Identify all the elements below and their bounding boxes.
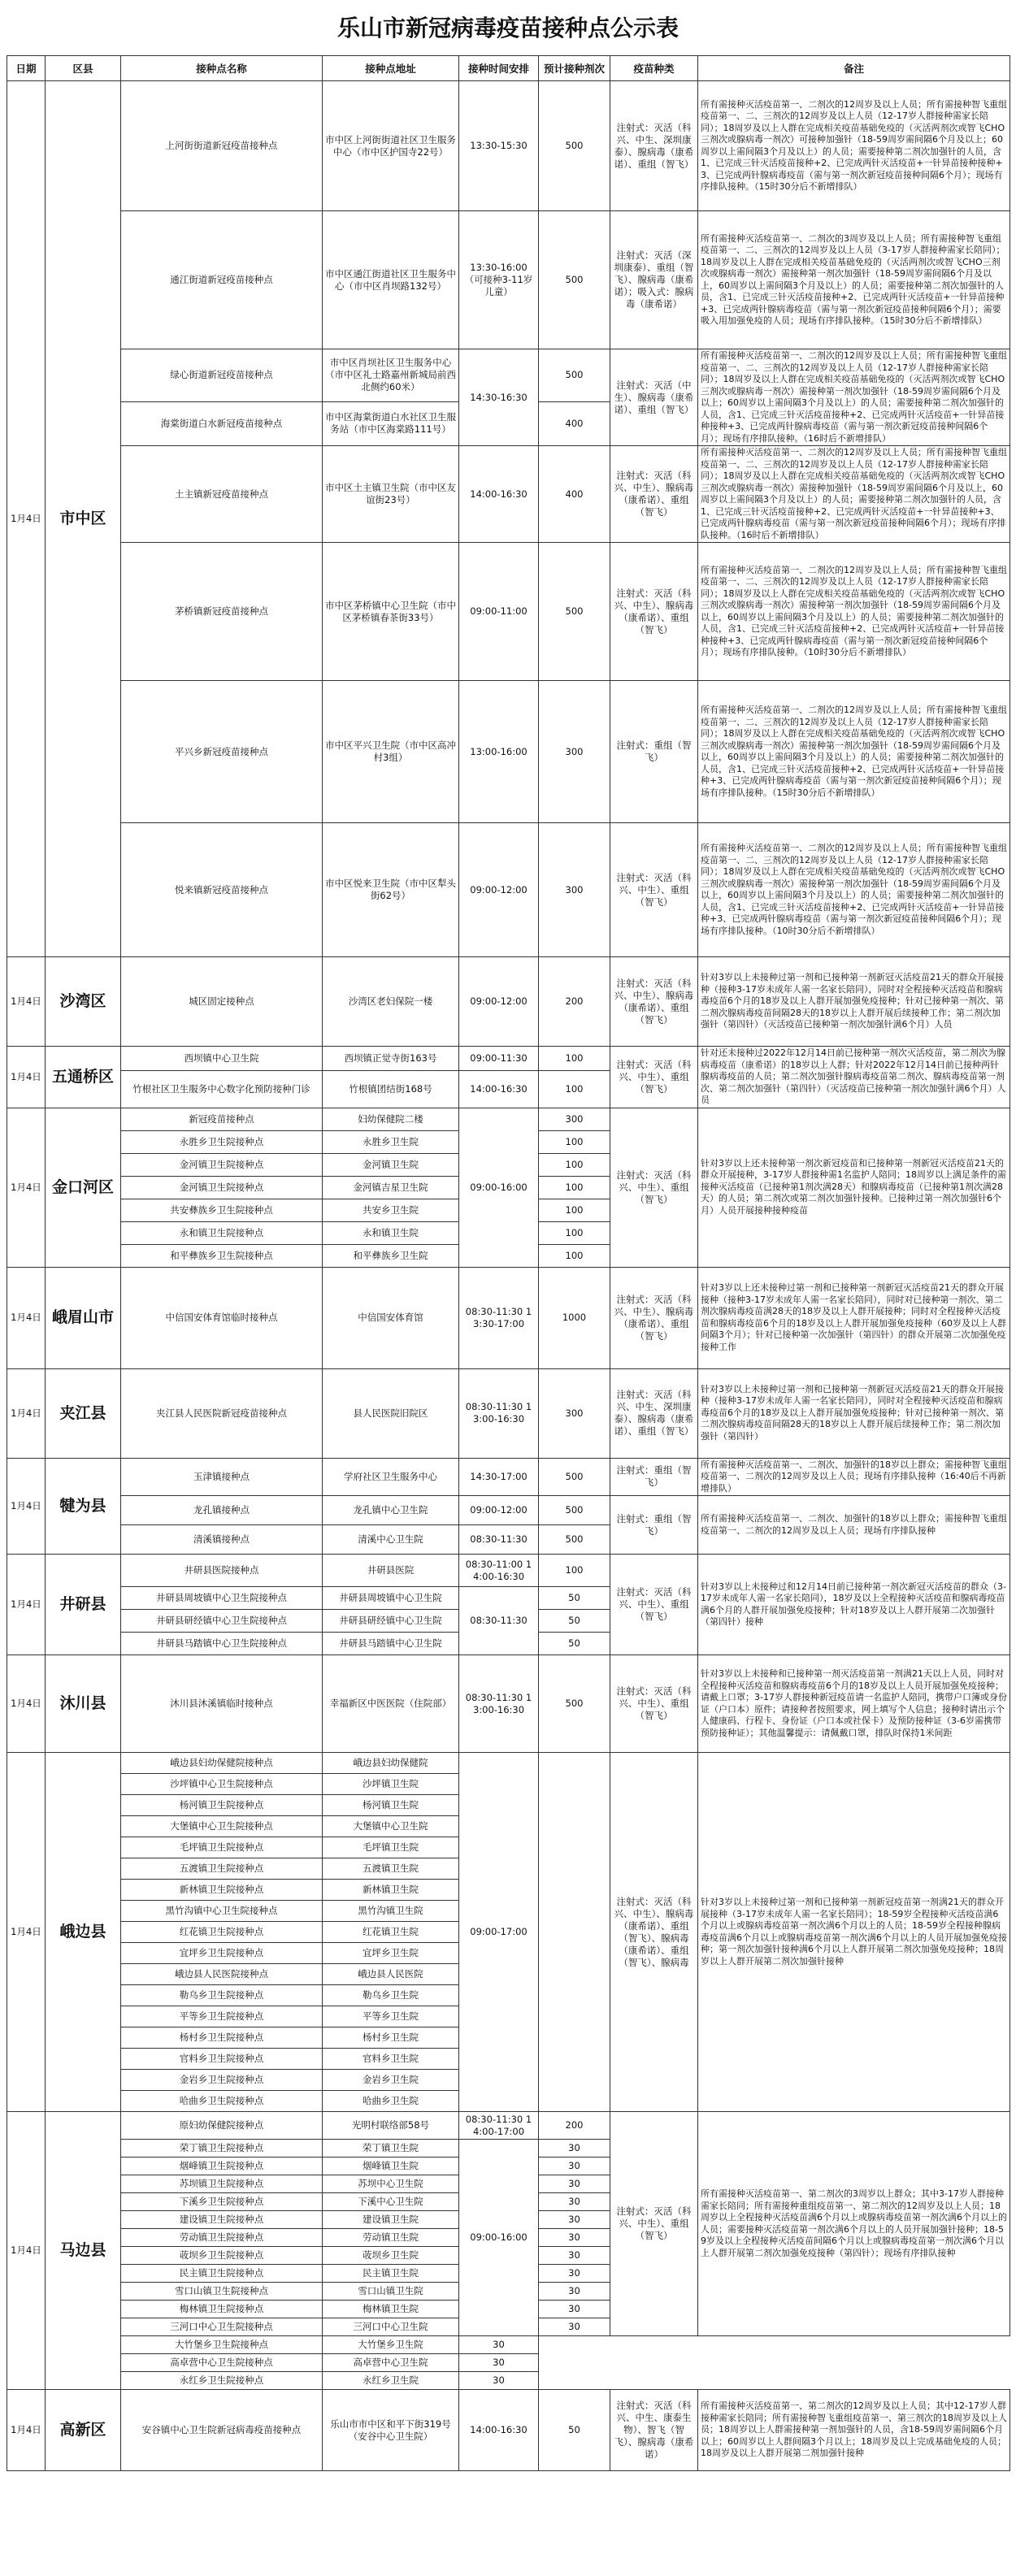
site-name-cell: 平等乡卫生院接种点 — [121, 2006, 323, 2027]
vaccine-type-cell: 注射式：灭活（科兴、中生）、重组（智飞） — [610, 823, 698, 957]
site-name-cell: 苏坝镇卫生院接种点 — [121, 2175, 323, 2193]
dose-count-cell: 30 — [459, 2336, 539, 2354]
dose-count-cell: 500 — [539, 1458, 610, 1496]
schedule-cell: 08:30-11:30 — [459, 1525, 539, 1555]
site-name-cell: 上河街街道新冠疫苗接种点 — [121, 81, 323, 211]
site-name-cell: 竹根社区卫生服务中心数字化预防接种门诊 — [121, 1071, 323, 1108]
county-cell: 金口河区 — [46, 1108, 121, 1267]
site-name-cell: 永胜乡卫生院接种点 — [121, 1130, 323, 1153]
vaccine-type-cell: 注射式：灭活（科兴、中生）、重组（智飞） — [610, 1655, 698, 1753]
site-name-cell: 杨村乡卫生院接种点 — [121, 2027, 323, 2049]
date-cell: 1月4日 — [7, 1458, 46, 1555]
notes-cell: 针对3岁以上未接种过和12月14日前已接种第一剂次新冠灭活疫苗的群众（3-17岁未成年人需一名家长陪同），18岁及以上全程接种灭活疫苗和腺病毒疫苗满6个月的人群开展加强免疫接种；针对18岁及以上人群开展第二次加强针（第四针）接种 — [698, 1555, 1010, 1655]
dose-count-cell: 500 — [539, 1496, 610, 1525]
site-name-cell: 荍坝乡卫生院接种点 — [121, 2247, 323, 2265]
site-name-cell: 建设镇卫生院接种点 — [121, 2211, 323, 2229]
site-name-cell: 井研县周坡镇中心卫生院接种点 — [121, 1587, 323, 1610]
date-cell: 1月4日 — [7, 1753, 46, 2112]
site-address-cell: 下溪中心卫生院 — [323, 2193, 459, 2211]
dose-count-cell: 30 — [539, 2301, 610, 2318]
site-name-cell: 永和镇卫生院接种点 — [121, 1221, 323, 1244]
site-name-cell: 峨边县妇幼保健院接种点 — [121, 1753, 323, 1774]
site-name-cell: 大堡镇中心卫生院接种点 — [121, 1816, 323, 1837]
date-cell: 1月4日 — [7, 2390, 46, 2471]
dose-count-cell: 500 — [539, 211, 610, 349]
notes-cell: 针对3岁以上未接种过第一剂和已接种第一剂新冠疫苗第一剂满21天的群众开展接种（3-17岁未成年人需一名家长陪同）；18-59岁全程接种灭活疫苗满6个月以上或腺病毒疫苗第一剂次满6个月以上的人员；18-59岁全程接种腺病毒疫苗满6个月以上或腺病毒疫苗第一剂次满6个月以上的人员开展加强免疫接种；第一剂次加强针接种满6个月以上人群开展第二剂次加强免疫接种；18周岁以上人群开展第二剂次加强针接种 — [698, 1753, 1010, 2112]
site-name-cell: 峨边县人民医院接种点 — [121, 1964, 323, 1985]
dose-count-cell: 100 — [539, 1555, 610, 1587]
date-cell: 1月4日 — [7, 1047, 46, 1108]
site-address-cell: 龙孔镇中心卫生院 — [323, 1496, 459, 1525]
site-address-cell: 井研县周坡镇中心卫生院 — [323, 1587, 459, 1610]
site-address-cell: 民主镇卫生院 — [323, 2265, 459, 2283]
dose-count-cell: 400 — [539, 446, 610, 543]
notes-cell: 针对3岁以上未接种过第一剂和已接种第一剂新冠灭活疫苗21天的群众开展接种（接种3-17岁未成年人需一名家长陪同），同时对全程接种灭活疫苗和腺病毒疫苗6个月的18岁及以上人群开展加强免疫接种；针对已接种第一剂次、第二剂次腺病毒疫苗间隔28天的18岁以上人群开展后续接种工作；第二剂次加强针（第四针） — [698, 1368, 1010, 1458]
site-address-cell: 光明村联络部58号 — [323, 2112, 459, 2140]
dose-count-cell: 100 — [539, 1130, 610, 1153]
notes-cell: 针对3岁以上未接种和已接种第一剂灭活疫苗第一剂满21天以上人员，同时对全程接种灭活疫苗和腺病毒疫苗6个月的18岁及以上人员开展加强免疫接种；请戴上口罩；3-17岁人群接种新冠疫苗请一名监护人陪同，携带户口簿或身份证（户口本）原件；请接种者按照要求，网上填写个人信息；接种时请出示个人健康码、行程卡、身份证（户口本或社保卡）及预防接种证（3-6岁需携带预防接种证）；其他温馨提示：请佩戴口罩，排队时保持1米间距 — [698, 1655, 1010, 1753]
header-site-name: 接种点名称 — [121, 56, 323, 81]
site-name-cell: 平兴乡新冠疫苗接种点 — [121, 681, 323, 823]
table-row — [7, 543, 1010, 681]
table-row — [7, 2336, 1010, 2354]
site-address-cell: 市中区上河街街道社区卫生服务中心（市中区护国寺22号） — [323, 81, 459, 211]
notes-cell: 所有需接种灭活疫苗第一、第二剂次的12周岁及以上人员；其中12-17岁人群接种需家长陪同；所有需接种智飞重组疫苗第一、第三剂次的18周岁及以上人员；18周岁以上人群需接种第一剂加强针的人员，含18-59周岁需间隔6个月以上；60周岁以上人群间隔3个月以上；18周岁及以上完成基础免疫的人员；18周岁及以上人群开展第二剂加强针接种 — [698, 2390, 1010, 2471]
dose-count-cell: 30 — [539, 2158, 610, 2175]
site-name-cell: 哈曲乡卫生院接种点 — [121, 2091, 323, 2112]
table-body — [7, 81, 1010, 2471]
site-address-cell: 哈曲乡卫生院 — [323, 2091, 459, 2112]
header-date: 日期 — [7, 56, 46, 81]
site-address-cell: 竹根镇团结街168号 — [323, 1071, 459, 1108]
page-title: 乐山市新冠病毒疫苗接种点公示表 — [336, 15, 679, 41]
site-address-cell: 黑竹沟镇卫生院 — [323, 1901, 459, 1922]
vaccine-type-cell: 注射式：灭活（科兴、中生）、重组（智飞） — [610, 2112, 698, 2336]
dose-count-cell: 50 — [539, 1587, 610, 1610]
table-row — [7, 1267, 1010, 1368]
notes-cell: 所有需接种灭活疫苗第一、二剂次的12周岁及以上人员；所有需接种智飞重组疫苗第一、二、三剂次的12周岁及以上人员（12-17岁人群接种需家长陪同）；18周岁及以上人群在完成相关疫苗基础免疫的（灭活两剂次或智飞CHO三剂次或腺病毒一剂次）需接种第一剂次加强针（18-59周岁需间隔6个月及以上，60周岁以上需间隔3个月及以上）的人员；需要接种第二剂次加强针的人员，含1、已完成三针灭活疫苗接种+2、已完成两针灭活疫苗+一针异苗接种+3、已完成两针腺病毒疫苗（需与第一剂次新冠疫苗接种间隔6个月）；现场有序排队接种。（15时30分后不新增排队） — [698, 681, 1010, 823]
site-name-cell: 海棠街道白水新冠疫苗接种点 — [121, 401, 323, 445]
county-cell: 峨边县 — [46, 1753, 121, 2112]
site-name-cell: 永红乡卫生院接种点 — [121, 2372, 323, 2390]
site-address-cell: 乐山市市中区和平下街319号（安谷中心卫生院） — [323, 2390, 459, 2471]
site-address-cell: 市中区肖坝社区卫生服务中心（市中区礼士路嘉州新城局前西北侧约60米） — [323, 349, 459, 402]
schedule-cell: 14:30-16:30 — [459, 349, 539, 446]
site-address-cell: 沙坪镇卫生院 — [323, 1774, 459, 1795]
dose-count-cell: 30 — [539, 2265, 610, 2283]
dose-count-cell: 100 — [539, 1153, 610, 1176]
site-address-cell: 毛坪镇卫生院 — [323, 1837, 459, 1858]
site-address-cell: 官料乡卫生院 — [323, 2049, 459, 2070]
county-cell: 犍为县 — [46, 1458, 121, 1555]
site-address-cell: 梅林镇卫生院 — [323, 2301, 459, 2318]
table-row — [7, 957, 1010, 1047]
site-name-cell: 井研县研经镇中心卫生院接种点 — [121, 1610, 323, 1633]
site-name-cell: 雪口山镇卫生院接种点 — [121, 2283, 323, 2301]
dose-count-cell: 100 — [539, 1244, 610, 1267]
site-name-cell: 通江街道新冠疫苗接种点 — [121, 211, 323, 349]
vaccine-type-cell: 注射式：重组（智飞） — [610, 1458, 698, 1496]
site-address-cell: 新林镇卫生院 — [323, 1880, 459, 1901]
notes-cell: 所有需接种灭活疫苗第一、二剂次的12周岁及以上人员；所有需接种智飞重组疫苗第一、二、三剂次的12周岁及以上人员（12-17岁人群接种需家长陪同）；18周岁及以上人群在完成相关疫苗基础免疫的（灭活两剂次或智飞CHO三剂次或腺病毒一剂次）需接种第一剂次加强针（18-59周岁需间隔6个月及以上，60周岁以上需间隔3个月及以上）的人员；需要接种第二剂次加强针的人员，含1、已完成三针灭活疫苗接种+2、已完成两针灭活疫苗+一针异苗接种+3、已完成两针腺病毒疫苗（需与第一剂次新冠疫苗接种间隔6个月）；现场有序排队接种。（10时30分后不新增排队） — [698, 823, 1010, 957]
vaccine-type-cell: 注射式：灭活（科兴、中生）、腺病毒（康希诺）、重组（智飞）、腺病毒（康希诺）、重组（智飞）、腺病毒 — [610, 1753, 698, 2112]
site-name-cell: 三河口中心卫生院接种点 — [121, 2318, 323, 2336]
site-name-cell: 悦来镇新冠疫苗接种点 — [121, 823, 323, 957]
dose-count-cell: 50 — [539, 2390, 610, 2471]
notes-cell: 所有需接种灭活疫苗第一、二剂次的12周岁及以上人员；所有需接种智飞重组疫苗第一、二、三剂次的12周岁及以上人员（12-17岁人群接种需家长陪同）；18周岁及以上人群在完成相关疫苗基础免疫的（灭活两剂次或智飞CHO三剂次或腺病毒一剂次）可接种加强针（18-59周岁需间隔6个月及以上；60周岁以上需间隔3个月及以上）的人员；需要接种第二剂次加强针的人员，含1、已完成三针灭活疫苗接种+2、已完成两针灭活疫苗+一针异苗接种接种+3、已完成两针腺病毒疫苗（需与第一剂次新冠疫苗接种间隔6个月）；现场有序排队接种。（15时30分后不新增排队） — [698, 81, 1010, 211]
dose-count-cell: 300 — [539, 1368, 610, 1458]
table-row — [7, 823, 1010, 957]
site-name-cell: 金河镇卫生院接种点 — [121, 1153, 323, 1176]
site-address-cell: 市中区平兴卫生院（市中区高冲村3组） — [323, 681, 459, 823]
table-row — [7, 1496, 1010, 1525]
site-name-cell: 绿心街道新冠疫苗接种点 — [121, 349, 323, 402]
schedule-cell: 14:00-16:30 — [459, 446, 539, 543]
site-name-cell: 黑竹沟镇中心卫生院接种点 — [121, 1901, 323, 1922]
county-cell: 沐川县 — [46, 1655, 121, 1753]
site-name-cell: 荣丁镇卫生院接种点 — [121, 2140, 323, 2158]
dose-count-cell: 50 — [539, 1633, 610, 1655]
site-address-cell: 市中区海棠街道白水社区卫生服务站（市中区海棠路111号） — [323, 401, 459, 445]
site-address-cell: 劳动镇卫生院 — [323, 2229, 459, 2247]
site-address-cell: 雪口山镇卫生院 — [323, 2283, 459, 2301]
date-cell: 1月4日 — [7, 2112, 46, 2390]
schedule-cell: 08:30-11:30 14:00-17:00 — [459, 2112, 539, 2140]
date-cell: 1月4日 — [7, 1368, 46, 1458]
notes-cell: 所有需接种灭活疫苗第一、二剂次的12周岁及以上人员；所有需接种智飞重组疫苗第一、二、三剂次的12周岁及以上人员（12-17岁人群接种需家长陪同）；18周岁及以上人群在完成相关疫苗基础免疫的（灭活两剂次或智飞CHO三剂次或腺病毒一剂次）需接种加强针（18-59周岁需间隔6个月及以上，60周岁以上需间隔3个月及以上）的人员；需要接种第二剂次加强针的人员，含1、已完成三针灭活疫苗接种+2、已完成两针灭活疫苗+一针异苗接种+3、已完成两针腺病毒疫苗（需与第一剂次新冠疫苗接种间隔6个月）；现场有序排队接种。（16时后不新增排队） — [698, 446, 1010, 543]
site-name-cell: 新林镇卫生院接种点 — [121, 1880, 323, 1901]
county-cell: 夹江县 — [46, 1368, 121, 1458]
notes-cell: 所有需接种灭活疫苗第一、二剂次、加强针的18岁以上群众；需接种智飞重组疫苗第一、二剂次的12周岁及以上人员；现场有序排队接种 — [698, 1496, 1010, 1555]
site-name-cell: 中信国安体育馆临时接种点 — [121, 1267, 323, 1368]
vaccination-table — [7, 55, 1010, 2471]
notes-cell: 所有需接种灭活疫苗第一、第二剂次的3周岁以上群众；其中3-17岁人群接种需家长陪同；所有需接种重组疫苗第一、第二剂次的12周岁及以上人员；18周岁以上全程接种灭活疫苗满6个月以上或腺病毒疫苗第一剂次满6个月以上的人员；需要接种灭活疫苗第一剂次满6个月以上的人员开展加强针接种；18-59岁及以上全程接种灭活疫苗间隔6个月以上或腺病毒疫苗第一剂次满6个月以上人群开展第二剂次加强免疫接种（第四针）；现场有序排队接种 — [698, 2112, 1010, 2336]
vaccine-type-cell: 注射式：灭活（科兴、中生）、腺病毒（康希诺）、重组（智飞） — [610, 957, 698, 1047]
vaccine-type-cell: 注射式：灭活（中生）、腺病毒（康希诺）、重组（智飞） — [610, 349, 698, 446]
site-address-cell: 荣丁镇卫生院 — [323, 2140, 459, 2158]
county-cell: 马边县 — [46, 2112, 121, 2390]
vaccine-type-cell: 注射式：灭活（科兴、中生、深圳康泰）、腺病毒（康希诺）、重组（智飞） — [610, 81, 698, 211]
site-name-cell: 新冠疫苗接种点 — [121, 1108, 323, 1130]
site-address-cell: 金河镇吉星卫生院 — [323, 1176, 459, 1199]
site-name-cell: 大竹堡乡卫生院接种点 — [121, 2336, 323, 2354]
notes-cell: 所有需接种灭活疫苗第一、二剂次的12周岁及以上人员；所有需接种智飞重组疫苗第一、二、三剂次的12周岁及以上人员（12-17岁人群接种需家长陪同）；18周岁及以上人群在完成相关疫苗基础免疫的（灭活两剂次或智飞CHO三剂次或腺病毒一剂次）需接种第一剂次加强针（18-59周岁需间隔6个月及以上，60周岁以上需间隔3个月及以上）的人员；需要接种第二剂次加强针的人员，含1、已完成三针灭活疫苗接种+2、已完成两针灭活疫苗+一针异苗接种接种+3、已完成两针腺病毒疫苗（需与第一剂次新冠疫苗接种间隔6个月）；现场有序排队接种。（10时30分后不新增排队） — [698, 543, 1010, 681]
site-address-cell: 杨村乡卫生院 — [323, 2027, 459, 2049]
site-name-cell: 宜坪乡卫生院接种点 — [121, 1943, 323, 1964]
dose-count-cell: 30 — [539, 2229, 610, 2247]
site-name-cell: 共安彝族乡卫生院接种点 — [121, 1199, 323, 1221]
header-county: 区县 — [46, 56, 121, 81]
county-cell: 市中区 — [46, 81, 121, 957]
site-address-cell: 大堡镇中心卫生院 — [323, 1816, 459, 1837]
date-cell: 1月4日 — [7, 1555, 46, 1655]
county-cell: 井研县 — [46, 1555, 121, 1655]
dose-count-cell: 500 — [539, 81, 610, 211]
schedule-cell: 08:30-11:30 13:00-16:30 — [459, 1368, 539, 1458]
dose-count-cell: 30 — [539, 2193, 610, 2211]
site-address-cell: 烟峰镇卫生院 — [323, 2158, 459, 2175]
site-name-cell: 劳动镇卫生院接种点 — [121, 2229, 323, 2247]
site-name-cell: 金岩乡卫生院接种点 — [121, 2070, 323, 2091]
dose-count-cell: 30 — [539, 2140, 610, 2158]
site-name-cell: 沙坪镇中心卫生院接种点 — [121, 1774, 323, 1795]
dose-count-cell: 300 — [539, 823, 610, 957]
dose-count-cell: 30 — [539, 2175, 610, 2193]
table-row — [7, 446, 1010, 543]
dose-count-cell: 50 — [539, 1610, 610, 1633]
site-address-cell: 井研县马踏镇中心卫生院 — [323, 1633, 459, 1655]
header-dose-count: 预计接种剂次 — [539, 56, 610, 81]
vaccine-type-cell: 注射式：灭活（科兴、中生）、重组（智飞） — [610, 1555, 698, 1655]
notes-cell: 所有需接种灭活疫苗第一、二剂次的12周岁及以上人员；所有需接种智飞重组疫苗第一、二、三剂次的12周岁及以上人员（12-17岁人群接种需家长陪同）；18周岁及以上人群在完成相关疫苗基础免疫的（灭活两剂次或智飞CHO三剂次或腺病毒一剂次）需接种第一剂次加强针（18-59周岁需间隔6个月及以上；60周岁以上需间隔3个月及以上）的人员；需要接种第二剂次加强针的人员，含1、已完成三针灭活疫苗接种+2、已完成两针灭活疫苗+一针异苗接种接种+3、已完成两针腺病毒疫苗（需与第一剂次新冠疫苗接种间隔6个月）；现场有序排队接种。（16时后不新增排队） — [698, 349, 1010, 446]
table-row — [7, 681, 1010, 823]
dose-count-cell: 30 — [459, 2372, 539, 2390]
site-name-cell: 民主镇卫生院接种点 — [121, 2265, 323, 2283]
site-name-cell: 沐川县沐溪镇临时接种点 — [121, 1655, 323, 1753]
site-name-cell: 安谷镇中心卫生院新冠病毒疫苗接种点 — [121, 2390, 323, 2471]
dose-count-cell: 100 — [539, 1221, 610, 1244]
site-address-cell: 红花镇卫生院 — [323, 1922, 459, 1943]
table-row — [7, 1368, 1010, 1458]
dose-count-cell: 100 — [539, 1176, 610, 1199]
site-address-cell: 建设镇卫生院 — [323, 2211, 459, 2229]
site-address-cell: 高卓营中心卫生院 — [323, 2354, 459, 2372]
county-cell: 沙湾区 — [46, 957, 121, 1047]
site-address-cell: 市中区茅桥镇中心卫生院（市中区茅桥镇春茶街33号） — [323, 543, 459, 681]
site-name-cell: 玉津镇接种点 — [121, 1458, 323, 1496]
dose-count-cell — [539, 1753, 610, 2112]
notes-cell: 针对3岁以上未接种过第一剂和已接种第一剂新冠灭活疫苗21天的群众开展接种（接种3-17岁未成年人需一名家长陪同），同时对全程接种灭活疫苗和腺病毒疫苗6个月的18岁及以上人群开展加强免疫接种；针对已接种第一剂次、第二剂次腺病毒疫苗间隔28天的18岁以上人群开展后续接种工作；第二剂次加强针（第四针）（灭活疫苗已接种第一剂次加强针满6个月）人员 — [698, 957, 1010, 1047]
dose-count-cell: 30 — [539, 2247, 610, 2265]
site-name-cell: 梅林镇卫生院接种点 — [121, 2301, 323, 2318]
schedule-cell: 09:00-12:00 — [459, 957, 539, 1047]
schedule-cell: 13:30-15:30 — [459, 81, 539, 211]
date-cell: 1月4日 — [7, 1108, 46, 1267]
site-name-cell: 红花镇卫生院接种点 — [121, 1922, 323, 1943]
site-name-cell: 井研县马踏镇中心卫生院接种点 — [121, 1633, 323, 1655]
vaccine-type-cell: 注射式：灭活（科兴、中生、深圳康泰）、腺病毒（康希诺）、重组（智飞） — [610, 1368, 698, 1458]
schedule-cell: 08:30-11:30 13:00-16:30 — [459, 1655, 539, 1753]
vaccine-type-cell: 注射式：灭活（科兴、中生）、腺病毒（康希诺）、重组（智飞） — [610, 446, 698, 543]
vaccine-type-cell: 注射式：灭活（科兴、中生）、腺病毒（康希诺）、重组（智飞） — [610, 543, 698, 681]
site-name-cell: 杨河镇卫生院接种点 — [121, 1795, 323, 1816]
vaccine-type-cell: 注射式：灭活（科兴、中生）、腺病毒（康希诺）、重组（智飞） — [610, 1267, 698, 1368]
notes-cell: 针对3岁以上还未接种过第一剂和已接种第一剂新冠灭活疫苗21天的群众开展接种（接种3-17岁未成年人需一名家长陪同），同时对已接种第一剂次、第二剂次腺病毒疫苗满28天的18岁及以上人群开展接种；同时对全程接种灭活疫苗和腺病毒疫苗6个月的18岁及以上人群开展加强免疫接种（60岁及以上人群间隔3个月）；针对已接种第一次加强针（第四针）的群众开展第二次加强免疫接种工作 — [698, 1267, 1010, 1368]
dose-count-cell: 30 — [539, 2211, 610, 2229]
dose-count-cell: 500 — [539, 543, 610, 681]
header-vaccine-type: 疫苗种类 — [610, 56, 698, 81]
notes-cell: 针对还未接种过2022年12月14日前已接种第一剂次灭活疫苗，第二剂次为腺病毒疫苗（康希诺）的18岁以上人群；针对2022年12月14日前已接种两针腺病毒疫苗的人员；第二剂次加强针腺病毒疫苗第二剂次、腺病毒疫苗第一剂次、第二剂次加强针（第四针）（灭活疫苗已接种第一剂次加强针满6个月）人员 — [698, 1047, 1010, 1108]
site-address-cell: 市中区通江街道社区卫生服务中心（市中区肖坝路132号） — [323, 211, 459, 349]
site-name-cell: 毛坪镇卫生院接种点 — [121, 1837, 323, 1858]
table-row — [7, 2390, 1010, 2471]
site-name-cell: 西坝镇中心卫生院 — [121, 1047, 323, 1071]
schedule-cell: 09:00-12:00 — [459, 1496, 539, 1525]
site-address-cell: 永胜乡卫生院 — [323, 1130, 459, 1153]
date-cell: 1月4日 — [7, 1267, 46, 1368]
schedule-cell: 09:00-17:00 — [459, 1753, 539, 2112]
schedule-cell: 09:00-16:00 — [459, 2140, 539, 2336]
schedule-cell: 13:00-16:00 — [459, 681, 539, 823]
table-row — [7, 2112, 1010, 2140]
site-name-cell: 土主镇新冠疫苗接种点 — [121, 446, 323, 543]
date-cell: 1月4日 — [7, 81, 46, 957]
site-address-cell: 清溪中心卫生院 — [323, 1525, 459, 1555]
site-name-cell: 官料乡卫生院接种点 — [121, 2049, 323, 2070]
vaccine-type-cell: 注射式：灭活（深圳康泰）、重组（智飞）、腺病毒（康希诺）；吸入式：腺病毒（康希诺） — [610, 211, 698, 349]
table-header-row — [7, 56, 1010, 81]
site-name-cell: 城区固定接种点 — [121, 957, 323, 1047]
header-notes: 备注 — [698, 56, 1010, 81]
dose-count-cell: 1000 — [539, 1267, 610, 1368]
site-name-cell: 五渡镇卫生院接种点 — [121, 1858, 323, 1880]
county-cell: 高新区 — [46, 2390, 121, 2471]
site-address-cell: 沙湾区老妇保院一楼 — [323, 957, 459, 1047]
site-address-cell: 杨河镇卫生院 — [323, 1795, 459, 1816]
schedule-cell: 13:30-16:00（可接种3-11岁儿童） — [459, 211, 539, 349]
site-address-cell: 共安乡卫生院 — [323, 1199, 459, 1221]
site-address-cell: 井研县医院 — [323, 1555, 459, 1587]
site-address-cell: 峨边县人民医院 — [323, 1964, 459, 1985]
schedule-cell: 09:00-11:00 — [459, 543, 539, 681]
dose-count-cell: 200 — [539, 2112, 610, 2140]
dose-count-cell: 100 — [539, 1199, 610, 1221]
site-name-cell: 茅桥镇新冠疫苗接种点 — [121, 543, 323, 681]
table-row — [7, 81, 1010, 211]
site-name-cell: 金河镇卫生院接种点 — [121, 1176, 323, 1199]
site-address-cell: 荍坝乡卫生院 — [323, 2247, 459, 2265]
table-row — [7, 349, 1010, 402]
site-address-cell: 市中区悦来卫生院（市中区犁头街62号） — [323, 823, 459, 957]
dose-count-cell: 500 — [539, 1655, 610, 1753]
dose-count-cell: 200 — [539, 957, 610, 1047]
dose-count-cell: 30 — [459, 2354, 539, 2372]
schedule-cell: 09:00-16:00 — [459, 1108, 539, 1267]
dose-count-cell: 400 — [539, 401, 610, 445]
site-address-cell: 平等乡卫生院 — [323, 2006, 459, 2027]
site-address-cell: 三河口中心卫生院 — [323, 2318, 459, 2336]
vaccine-type-cell: 注射式：重组（智飞） — [610, 1496, 698, 1555]
site-address-cell: 宜坪乡卫生院 — [323, 1943, 459, 1964]
site-name-cell: 勒乌乡卫生院接种点 — [121, 1985, 323, 2006]
schedule-cell: 08:30-11:30 13:30-17:00 — [459, 1267, 539, 1368]
dose-count-cell: 30 — [539, 2283, 610, 2301]
site-name-cell: 烟峰镇卫生院接种点 — [121, 2158, 323, 2175]
site-address-cell: 西坝镇正觉寺街163号 — [323, 1047, 459, 1071]
table-row — [7, 1108, 1010, 1130]
table-row — [7, 1555, 1010, 1587]
schedule-cell: 14:00-16:30 — [459, 2390, 539, 2471]
site-name-cell: 井研县医院接种点 — [121, 1555, 323, 1587]
header-site-address: 接种点地址 — [323, 56, 459, 81]
vaccine-type-cell: 注射式：灭活（科兴、中生、康泰生物）、智飞（智飞）、腺病毒（康希诺） — [610, 2390, 698, 2471]
site-address-cell: 永和镇卫生院 — [323, 1221, 459, 1244]
notes-cell: 所有需接种灭活疫苗第一、二剂次、加强针的18岁以上群众；需接种智飞重组疫苗第一、二剂次的12周岁及以上人员；现场有序排队接种（16:40后不再新增排队） — [698, 1458, 1010, 1496]
vaccine-type-cell: 注射式：重组（智飞） — [610, 681, 698, 823]
dose-count-cell: 500 — [539, 1525, 610, 1555]
vaccine-type-cell: 注射式：灭活（科兴、中生）、重组（智飞） — [610, 1047, 698, 1108]
table-row — [7, 211, 1010, 349]
table-row — [7, 1047, 1010, 1071]
date-cell: 1月4日 — [7, 1655, 46, 1753]
table-row — [7, 2372, 1010, 2390]
site-name-cell: 原妇幼保健院接种点 — [121, 2112, 323, 2140]
dose-count-cell: 300 — [539, 1108, 610, 1130]
site-address-cell: 和平彝族乡卫生院 — [323, 1244, 459, 1267]
schedule-cell: 09:00-12:00 — [459, 823, 539, 957]
schedule-cell: 08:30-11:30 — [459, 1587, 539, 1655]
schedule-cell: 09:00-11:30 — [459, 1047, 539, 1071]
dose-count-cell: 100 — [539, 1071, 610, 1108]
site-address-cell: 大竹堡乡卫生院 — [323, 2336, 459, 2354]
schedule-cell: 14:30-17:00 — [459, 1458, 539, 1496]
dose-count-cell: 30 — [539, 2318, 610, 2336]
dose-count-cell: 500 — [539, 349, 610, 402]
site-address-cell: 勒乌乡卫生院 — [323, 1985, 459, 2006]
county-cell: 五通桥区 — [46, 1047, 121, 1108]
date-cell: 1月4日 — [7, 957, 46, 1047]
notes-cell: 所有需接种灭活疫苗第一、二剂次的3周岁及以上人员；所有需接种智飞重组疫苗第一、二、三剂次的12周岁及以上人员（3-17岁人群接种需家长陪同）；18周岁及以上人群在完成相关疫苗基础免疫的（灭活两剂次或智飞CHO三剂次或腺病毒一剂次）需接种第一剂次加强针（18-59周岁需间隔6个月及以上，60周岁以上需间隔3个月及以上）的人员；需要接种第二剂次加强针的人员，含1、已完成三针灭活疫苗接种+2、已完成两针灭活疫苗+一针异苗接种+3、已完成两针腺病毒疫苗（需与第一剂次新冠疫苗接种间隔6个月）；需要吸入用加强免疫的人员；现场有序排队接种。（15时30分后不新增排队） — [698, 211, 1010, 349]
site-address-cell: 中信国安体育馆 — [323, 1267, 459, 1368]
county-cell: 峨眉山市 — [46, 1267, 121, 1368]
dose-count-cell: 100 — [539, 1047, 610, 1071]
schedule-cell: 14:00-16:30 — [459, 1071, 539, 1108]
table-row — [7, 1655, 1010, 1753]
site-address-cell: 金岩乡卫生院 — [323, 2070, 459, 2091]
table-row — [7, 1458, 1010, 1496]
site-address-cell: 峨边县妇幼保健院 — [323, 1753, 459, 1774]
site-address-cell: 幸福新区中医医院（住院部） — [323, 1655, 459, 1753]
table-row — [7, 2354, 1010, 2372]
vaccine-type-cell: 注射式：灭活（科兴、中生）、重组（智飞） — [610, 1108, 698, 1267]
header-schedule: 接种时间安排 — [459, 56, 539, 81]
site-address-cell: 金河镇卫生院 — [323, 1153, 459, 1176]
site-address-cell: 井研县研经镇中心卫生院 — [323, 1610, 459, 1633]
site-address-cell: 妇幼保健院二楼 — [323, 1108, 459, 1130]
site-name-cell: 和平彝族乡卫生院接种点 — [121, 1244, 323, 1267]
site-name-cell: 清溪镇接种点 — [121, 1525, 323, 1555]
site-name-cell: 龙孔镇接种点 — [121, 1496, 323, 1525]
site-address-cell: 县人民医院旧院区 — [323, 1368, 459, 1458]
site-address-cell: 永红乡卫生院 — [323, 2372, 459, 2390]
notes-cell: 针对3岁以上还未接种第一剂次新冠疫苗和已接种第一剂新冠灭活疫苗21天的群众开展接种，3-17岁人群接种需1名监护人陪同；18周岁以上满足条件的需接种灭活疫苗（已接种第1剂次满28天）和腺病毒疫苗（已接种第1剂次满28天）的人员；第二剂次或第二剂次加强针接种。已接种过第一剂次加强针6个月）人员开展接种接种疫苗 — [698, 1108, 1010, 1267]
site-address-cell: 五渡镇卫生院 — [323, 1858, 459, 1880]
site-name-cell: 高卓营中心卫生院接种点 — [121, 2354, 323, 2372]
table-row — [7, 1753, 1010, 1774]
site-name-cell: 夹江县人民医院新冠疫苗接种点 — [121, 1368, 323, 1458]
site-name-cell: 下溪乡卫生院接种点 — [121, 2193, 323, 2211]
site-address-cell: 学府社区卫生服务中心 — [323, 1458, 459, 1496]
site-address-cell: 苏坝中心卫生院 — [323, 2175, 459, 2193]
dose-count-cell: 300 — [539, 681, 610, 823]
site-address-cell: 市中区土主镇卫生院（市中区友谊街23号） — [323, 446, 459, 543]
schedule-cell: 08:30-11:00 14:00-16:30 — [459, 1555, 539, 1587]
